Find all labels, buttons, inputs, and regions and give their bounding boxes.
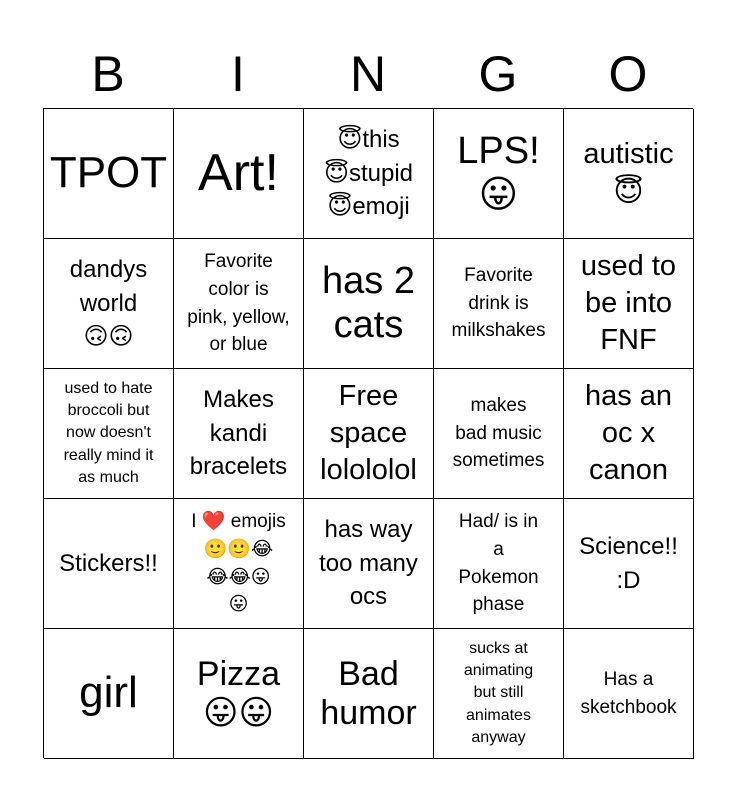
bingo-cell-r3-c4[interactable] [434, 369, 564, 499]
bingo-cell-r2-c3[interactable] [304, 239, 434, 369]
bingo-cell-r3-c1[interactable] [44, 369, 174, 499]
bingo-cell-r3-c5[interactable] [564, 369, 694, 499]
bingo-cell-text: Has a sketchbook [580, 668, 677, 718]
header-letter-i: I [231, 46, 245, 102]
bingo-cell-text: I ❤️ emojis 🙂🙂😂 😂😂😛 😛 [191, 511, 286, 616]
bingo-cell-text: makes bad music sometimes [452, 395, 545, 472]
bingo-cell-text: used to be into FNF [580, 249, 677, 357]
bingo-cell-text: Favorite color is pink, yellow, or blue [187, 251, 290, 356]
bingo-cell-r4-c3[interactable] [304, 499, 434, 629]
header-letter-b: B [91, 46, 125, 102]
bingo-cell-text: Stickers!! [59, 549, 158, 577]
bingo-cell-r4-c2[interactable] [174, 499, 304, 629]
bingo-cell-text: Favorite drink is milkshakes [451, 265, 546, 342]
bingo-cell-r5-c2[interactable] [174, 629, 304, 759]
bingo-cell-text: Pizza 😛😛 [196, 655, 281, 732]
bingo-cell-text: dandys world 🙃🙃 [69, 256, 148, 351]
bingo-cell-r4-c1[interactable] [44, 499, 174, 629]
bingo-cell-r2-c2[interactable] [174, 239, 304, 369]
bingo-cell-r2-c1[interactable] [44, 239, 174, 369]
bingo-cell-r5-c1[interactable] [44, 629, 174, 759]
bingo-cell-text: TPOT [49, 148, 168, 198]
bingo-cell-r4-c4[interactable] [434, 499, 564, 629]
bingo-cell-text: has way too many ocs [319, 516, 418, 611]
bingo-cell-r2-c4[interactable] [434, 239, 564, 369]
header-letter-g: G [478, 46, 518, 102]
bingo-cell-r1-c1[interactable] [44, 109, 174, 239]
bingo-cell-r2-c5[interactable] [564, 239, 694, 369]
bingo-cell-text: Art! [198, 143, 279, 202]
bingo-cell-text: autistic 😇 [583, 138, 674, 208]
bingo-cell-r5-c3[interactable] [304, 629, 434, 759]
bingo-cell-text: used to hate broccoli but now doesn't really mind it as much [63, 379, 154, 487]
bingo-cell-r1-c2[interactable] [174, 109, 304, 239]
bingo-cell-text: has an oc x canon [584, 379, 673, 487]
bingo-cell-text: Bad humor [320, 655, 417, 732]
bingo-cell-text: sucks at animating but still animates anyway [463, 639, 534, 747]
header-letter-n: N [349, 46, 387, 102]
bingo-cell-text: Science!! :D [579, 532, 678, 594]
bingo-cell-r5-c4[interactable] [434, 629, 564, 759]
bingo-cell-r1-c4[interactable] [434, 109, 564, 239]
bingo-cell-r1-c5[interactable] [564, 109, 694, 239]
bingo-header [43, 40, 693, 108]
bingo-cell-r3-c3[interactable] [304, 369, 434, 499]
bingo-cell-r4-c5[interactable] [564, 499, 694, 629]
bingo-cell-text: Had/ is in a Pokemon phase [458, 511, 539, 616]
bingo-cell-text: has 2 cats [322, 259, 415, 346]
bingo-cell-r3-c2[interactable] [174, 369, 304, 499]
bingo-cell-text: 😇this 😇stupid 😇emoji [323, 126, 414, 221]
bingo-cell-r5-c5[interactable] [564, 629, 694, 759]
bingo-board [43, 108, 693, 758]
bingo-cell-text: LPS! 😛 [457, 129, 540, 216]
header-letter-o: O [608, 46, 648, 102]
bingo-cell-text: Makes kandi bracelets [189, 386, 288, 481]
bingo-cell-text: Free space lolololol [320, 379, 417, 487]
bingo-cell-text: girl [79, 668, 138, 718]
bingo-cell-r1-c3[interactable] [304, 109, 434, 239]
